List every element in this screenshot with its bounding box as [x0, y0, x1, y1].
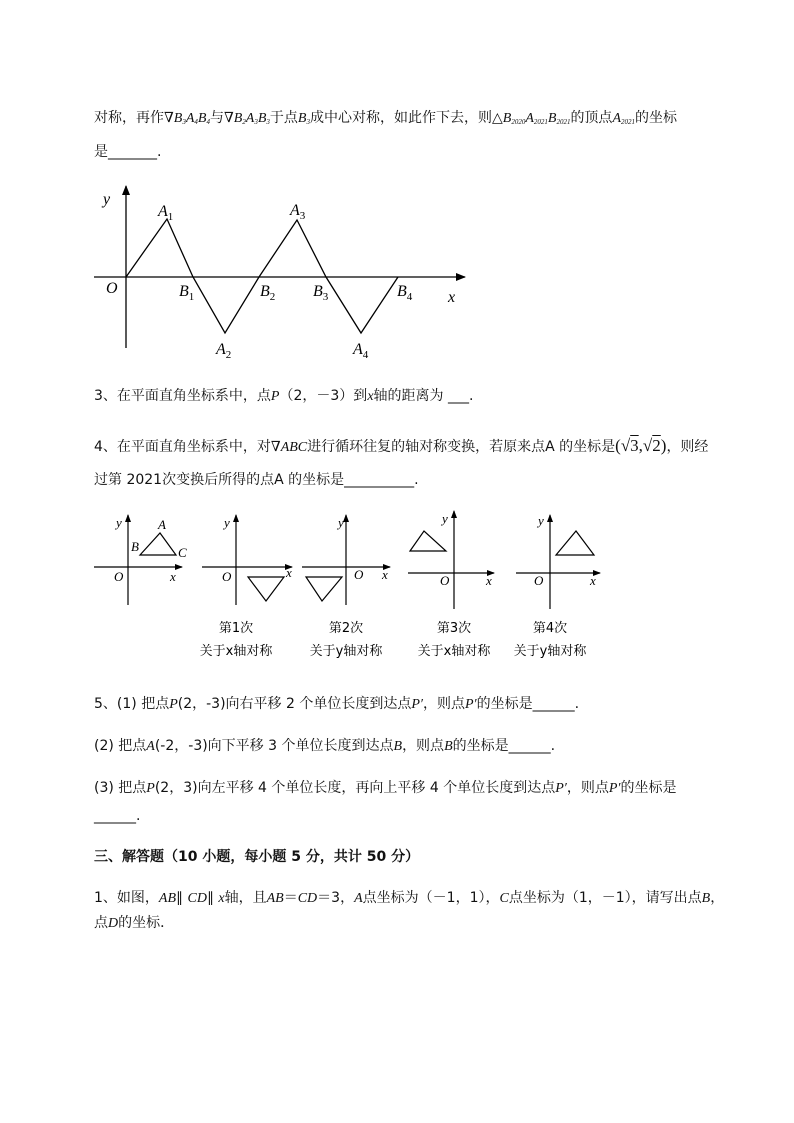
label-a1: $A_1$ [158, 203, 174, 223]
question-3: 3、在平面直角坐标系中，点P（2，－3）到x轴的距离为 ___. [94, 388, 474, 404]
label-a4: $A_4$ [353, 341, 369, 361]
svg-text:O: O [354, 567, 364, 582]
question-5-part-3: (3) 把点P(2，3)向左平移 4 个单位长度，再向上平移 4 个单位长度到达点P′，则点P′的坐标是 [94, 780, 677, 796]
label-b4: $B_4$ [397, 283, 413, 303]
svg-text:y: y [538, 513, 544, 528]
question-5-part-3-line2: ______. [94, 808, 141, 824]
caption-step-3-desc: 关于x轴对称 [417, 644, 491, 659]
label-b3: $B_3$ [313, 283, 329, 303]
triangle-notation: $\nabla B_3A_4B_4$ [164, 111, 210, 126]
svg-text:x: x [486, 573, 492, 588]
triangle-abc [140, 533, 176, 555]
triangle-notation: $\nabla B_2A_3B_3$ [223, 111, 270, 126]
caption-step-2-title: 第2次 [328, 621, 364, 636]
svg-text:x: x [170, 569, 176, 584]
coordinate-sqrt3-sqrt2: (√3,√2) [615, 436, 667, 455]
label-b2: $B_2$ [260, 283, 276, 303]
triangle-step-3 [410, 531, 446, 551]
svg-text:O: O [440, 573, 450, 588]
label-a2: $A_2$ [216, 341, 232, 361]
label-a3: $A_3$ [290, 202, 306, 222]
triangle-step-4 [556, 531, 594, 555]
question-5-part-1: 5、(1) 把点P(2，-3)向右平移 2 个单位长度到达点P′，则点P′的坐标是______. [94, 696, 580, 712]
x-axis-label: x [448, 289, 456, 306]
y-axis-label: y [103, 191, 111, 208]
zigzag-polyline [126, 219, 398, 333]
triangle-step-2 [306, 577, 342, 601]
svg-text:y: y [116, 515, 122, 530]
panel-step-1 [202, 515, 292, 605]
panel-step-4 [516, 513, 600, 609]
caption-step-4-title: 第4次 [532, 621, 568, 636]
svg-text:O: O [534, 573, 544, 588]
zigzag-figure [90, 180, 480, 365]
svg-text:B: B [131, 539, 139, 554]
svg-text:x: x [286, 565, 292, 580]
svg-text:A: A [158, 517, 166, 532]
svg-text:O: O [114, 569, 124, 584]
svg-text:C: C [178, 545, 187, 560]
triangle-step-1 [248, 577, 284, 601]
triangle-notation: $B_{2020}A_{2021}B_{2021}$ [502, 111, 571, 126]
caption-step-1-title: 第1次 [218, 621, 254, 636]
panel-step-2 [302, 515, 390, 605]
solution-question-1: 1、如图，AB∥ CD∥ x轴，且AB＝CD＝3，A点坐标为（－1，1），C点坐标为（1，－1），请写出点B， [94, 890, 725, 906]
question-4-line2: 过第 2021次变换后所得的点A 的坐标是__________. [94, 472, 419, 488]
problem-text-line: 是_______. [94, 144, 162, 160]
section-heading: 三、解答题（10 小题，每小题 5 分，共计 50 分） [94, 849, 420, 865]
question-5-part-2: (2) 把点A(-2，-3)向下平移 3 个单位长度到达点B，则点B的坐标是______. [94, 738, 556, 754]
svg-text:x: x [590, 573, 596, 588]
svg-text:y: y [224, 515, 230, 530]
origin-label: O [106, 280, 118, 297]
label-b1: $B_1$ [179, 283, 195, 303]
caption-step-4-desc: 关于y轴对称 [513, 644, 587, 659]
svg-text:x: x [382, 567, 388, 582]
caption-step-2-desc: 关于y轴对称 [309, 644, 383, 659]
solution-question-1-line2: 点D的坐标． [94, 915, 175, 931]
caption-step-1-desc: 关于x轴对称 [199, 644, 273, 659]
svg-text:y: y [442, 511, 448, 526]
caption-step-3-title: 第3次 [436, 621, 472, 636]
svg-text:O: O [222, 569, 232, 584]
panel-original [94, 515, 187, 605]
problem-text-line: 对称，再作$\nabla B_3A_4B_4$与$\nabla B_2A_3B_3$于点$B_3$成中心对称，如此作下去，则$\triangle B_{2020}A_{2021}B_{2021}$的顶点$A_{2021}$的坐标 [94, 110, 677, 126]
svg-text:y: y [338, 515, 344, 530]
question-4: 4、在平面直角坐标系中，对∇ABC进行循环往复的轴对称变换，若原来点A 的坐标是(√3,√2)，则经 [94, 436, 709, 455]
panel-step-3 [408, 511, 494, 609]
reflection-figure [90, 505, 610, 665]
